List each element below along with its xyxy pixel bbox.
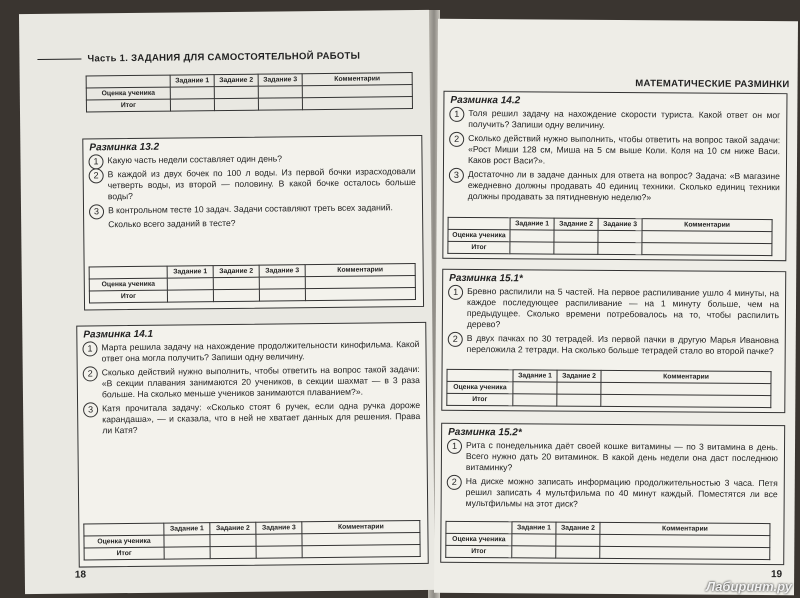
page-number: 18: [74, 569, 87, 581]
warmup-14-2: [442, 91, 787, 261]
right-page: [434, 19, 798, 595]
top-score-table-wrap: [86, 72, 413, 112]
task: 2 Сколько действий нужно выполнить, чтобы ответить на вопрос такой задачи: «Рост Миши 128 см, Миша на 5 см выше Коли. Коля на 10 см ниже Васи. Каков рост Васи?».: [444, 133, 786, 168]
header-rule: [37, 58, 81, 59]
task: 2 В двух пачках по 30 тетрадей. Из первой пачки в другую Марья Ивановна переложила 2 тетради. На сколько больше тетрадей стало во второй пачке?: [443, 333, 785, 357]
left-header-text: Часть 1. ЗАДАНИЯ ДЛЯ САМОСТОЯТЕЛЬНОЙ РАБОТЫ: [87, 50, 361, 65]
warmup-title: Разминка 14.2: [450, 94, 521, 107]
score-table-wrap: [445, 521, 770, 560]
page-number: 19: [770, 569, 783, 581]
score-table: Задание 1 Задание 2 Задание 3 Комментарии Оценка ученика Итог: [89, 263, 416, 303]
score-table: Задание 1 Задание 2 Задание 3 Комментарии Оценка ученика Итог: [83, 520, 420, 561]
task: 1 Марта решила задачу на нахождение продолжительности кинофильма. Какой ответ она могла получить? Запиши одну величину.: [77, 339, 425, 365]
task: 1 Толя решил задачу на нахождение скорости туриста. Какой ответ он мог получить? Запиши одну величину.: [444, 108, 786, 132]
score-table-wrap: [89, 263, 416, 303]
task: 2 Сколько действий нужно выполнить, чтобы ответить на вопрос такой задачи: «В секции плавания занимаются 20 учеников, в секции шахмат — в 3 раза больше. На сколько меньше учеников занимаются плаванием?».: [78, 364, 426, 401]
score-table: Задание 1 Задание 2 Задание 3 Комментарии Оценка ученика Итог: [447, 217, 772, 256]
score-table-wrap: [447, 217, 772, 256]
warmup-15-2: [440, 423, 785, 565]
watermark-logo: Лабиринт.ру: [706, 579, 792, 594]
warmup-13-2: [82, 135, 424, 311]
task: 3 Катя прочитала задачу: «Сколько стоят 6 ручек, если одна ручка дороже карандаша», — и сказала, что в ней не хватает данных для решения. Права ли Катя?: [78, 400, 426, 437]
right-page-header: МАТЕМАТИЧЕСКИЕ РАЗМИНКИ: [635, 78, 790, 91]
score-table-wrap: [83, 520, 420, 561]
task: 3 Достаточно ли в задаче данных для ответа на вопрос? Задача: «В магазине ежедневно должны продавать 40 единиц техники. Сколько единиц техники должны продавать за пятидневную неделю?»: [444, 169, 786, 204]
task-extra-question: Сколько всего заданий в тесте?: [108, 217, 236, 230]
task: 1 Рита с понедельника даёт своей кошке витамины — по 3 витамина в день. Всего нужно дать 20 витаминок. В какой день недели она даст последнюю витаминку?: [442, 440, 784, 475]
warmup-title: Разминка 15.2*: [448, 426, 522, 439]
task: 1 Бревно распилили на 5 частей. На первое распиливание ушло 4 минуты, на каждое последующее распиливание — на 1 минуту больше, чем на предыдущее. Сколько времени потребовалось на то, чтобы распилить дерево?: [443, 286, 785, 332]
task: 2 На диске можно записать информацию продолжительностью 3 часа. Петя решил записать 4 мультфильма по 40 минут каждый. Поместятся ли все мультфильмы на этот диск?: [442, 476, 784, 511]
warmup-14-1: [76, 322, 429, 568]
score-table: Задание 1 Задание 2 Комментарии Оценка ученика Итог: [446, 369, 771, 408]
warmup-title: Разминка 14.1: [83, 328, 154, 341]
left-page: [19, 10, 435, 594]
task: 1 Какую часть недели составляет один день?: [83, 152, 421, 167]
score-table-wrap: [446, 369, 771, 408]
task: 2 В каждой из двух бочек по 100 л воды. Из первой бочки израсходовали четверть воды, из второй — половину. В какой бочке осталось больше воды?: [84, 166, 422, 203]
warmup-title: Разминка 15.1*: [449, 272, 523, 285]
warmup-title: Разминка 13.2: [89, 141, 160, 154]
score-table: Задание 1 Задание 2 Комментарии Оценка ученика Итог: [445, 521, 770, 560]
task: 3 В контрольном тесте 10 задач. Задачи составляют треть всех заданий.: [84, 202, 422, 217]
top-score-table: Задание 1 Задание 2 Задание 3 Комментарии Оценка ученика Итог: [86, 72, 413, 112]
left-page-header: [37, 51, 360, 65]
warmup-15-1: [441, 269, 786, 413]
